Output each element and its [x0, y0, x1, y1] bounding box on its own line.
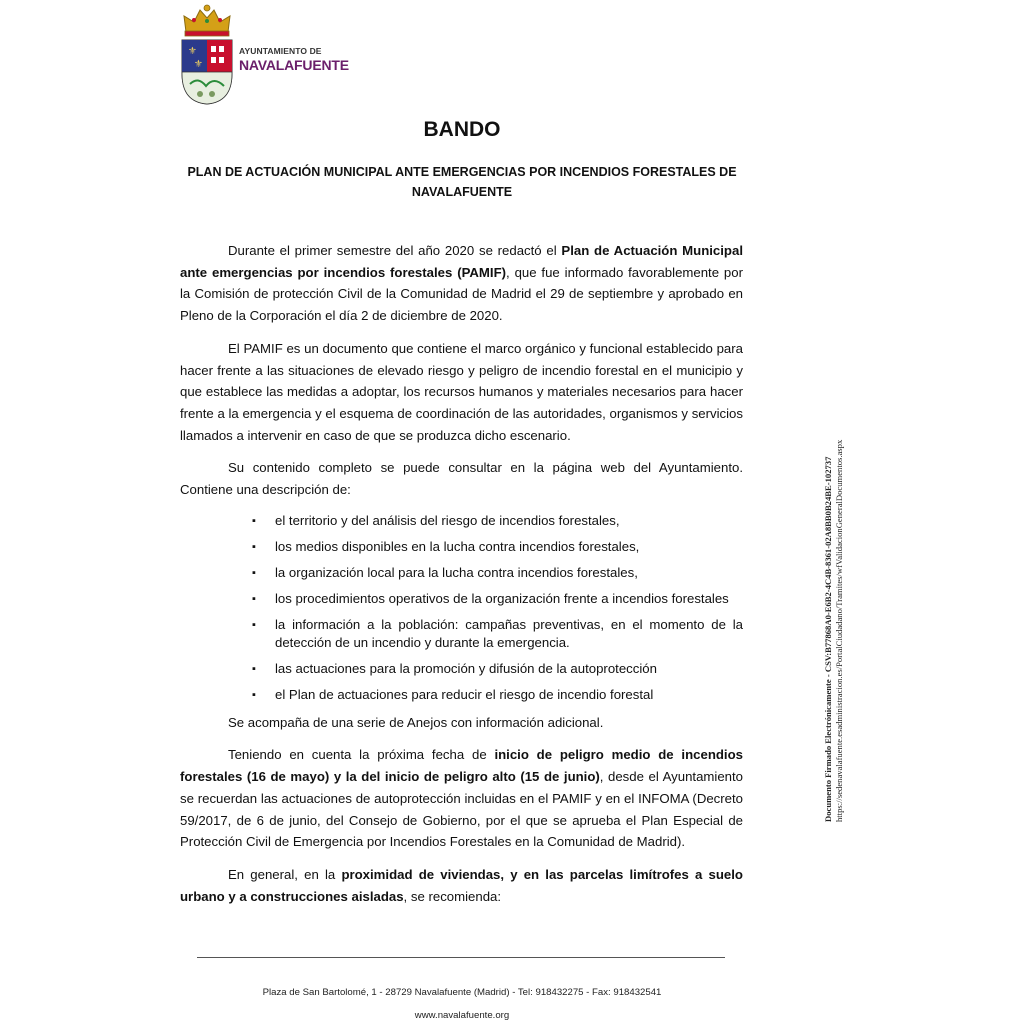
- footer-website-link[interactable]: www.navalafuente.org: [414, 1010, 510, 1021]
- svg-text:⚜: ⚜: [194, 59, 203, 70]
- document-body: [180, 240, 743, 918]
- p1-bold: Plan de Actuación Municipal ante emergencias por incendios forestales (PAMIF): [180, 243, 743, 280]
- logo-line-navalafuente: NAVALAFUENTE: [239, 57, 349, 73]
- signature-csv: - CSV:B77868A0-E6B2-4C4B-8361-02A8BB0B24BE-102737: [823, 456, 833, 680]
- paragraph-6: [180, 864, 743, 907]
- paragraph-5: [180, 744, 743, 853]
- p5-bold: inicio de peligro medio de incendios forestales (16 de mayo) y la del inicio de peligro alto (15 de junio): [180, 747, 743, 785]
- p5-text-c: , desde el Ayuntamiento se recuerdan las actuaciones de autoprotección incluidas en el PAMIF y en el INFOMA (Decreto 59/2017, de 6 de junio, del Consejo de Gobierno, por el que se aprueba el Plan Especial de Protección Civil de Emergencia por Incendios Forestales en la Comunidad de Madrid).: [180, 769, 743, 850]
- list-item: ▪ las actuaciones para la promoción y difusión de la autoprotección: [180, 660, 743, 678]
- p5-text-a: Teniendo en cuenta la próxima fecha de: [228, 747, 495, 763]
- paragraph-1: [180, 240, 743, 327]
- list-item: ▪ la información a la población: campañas preventivas, en el momento de la detección de un incendio y durante la emergencia.: [180, 616, 743, 652]
- list-item: ▪ los procedimientos operativos de la organización frente a incendios forestales: [180, 590, 743, 608]
- svg-text:⚜: ⚜: [188, 46, 197, 57]
- signature-label: Documento Firmado Electrónicamente: [823, 679, 833, 822]
- page-title: BANDO: [423, 118, 501, 141]
- municipal-logo: [178, 2, 349, 106]
- p1-text-a: Durante el primer semestre del año 2020 se redactó el: [228, 243, 562, 258]
- p6-text-c: , se recomienda:: [403, 888, 502, 904]
- footer-address: Plaza de San Bartolomé, 1 - 28729 Navalafuente (Madrid) - Tel: 918432275 - Fax: 918432541: [262, 987, 662, 998]
- subtitle-line-1: PLAN DE ACTUACIÓN MUNICIPAL ANTE EMERGENCIAS POR INCENDIOS FORESTALES DE: [187, 165, 737, 179]
- paragraph-2: El PAMIF es un documento que contiene el marco orgánico y funcional establecido para hacer frente a las situaciones de elevado riesgo y peligro de incendio forestal en el municipio y que establece las medidas a adoptar, los recursos humanos y materiales necesarios para hacer frente a la emergencia y el esquema de coordinación de las autoridades, organismos y servicios llamados a intervenir en caso de que se produzca dicho escenario.: [180, 340, 743, 443]
- coat-of-arms-icon: [178, 2, 236, 106]
- p1-text-c: , que fue informado favorablemente por la Comisión de protección Civil de la Comunidad de Madrid el 29 de septiembre y aprobado en Pleno de la Corporación el día 2 de diciembre de 2020.: [180, 264, 743, 324]
- document-subtitle: [180, 162, 744, 202]
- contents-list: [180, 512, 743, 704]
- list-item: ▪ el territorio y del análisis del riesgo de incendios forestales,: [180, 512, 743, 530]
- subtitle-line-2: NAVALAFUENTE: [411, 185, 513, 199]
- signature-url[interactable]: https://sedenavalafuente.esadministracion.es/PortalCiudadano/Tramites/wfValidacionGeneralDocumentos.aspx: [834, 439, 844, 822]
- footer-divider: [197, 957, 725, 958]
- paragraph-4: Se acompaña de una serie de Anejos con información adicional.: [228, 714, 604, 730]
- list-item: ▪ los medios disponibles en la lucha contra incendios forestales,: [180, 538, 743, 556]
- list-item: ▪ el Plan de actuaciones para reducir el riesgo de incendio forestal: [180, 686, 743, 704]
- signature-line-1: [823, 402, 834, 822]
- p6-bold: proximidad de viviendas, y en las parcelas limítrofes a suelo urbano y a construcciones aisladas: [180, 866, 743, 904]
- list-item: ▪ la organización local para la lucha contra incendios forestales,: [180, 564, 743, 582]
- logo-line-ayuntamiento: AYUNTAMIENTO DE: [239, 46, 322, 56]
- electronic-signature-note: [823, 402, 847, 822]
- paragraph-3: Su contenido completo se puede consultar en la página web del Ayuntamiento. Contiene una descripción de:: [180, 460, 743, 498]
- p6-text-a: En general, en la: [228, 866, 342, 882]
